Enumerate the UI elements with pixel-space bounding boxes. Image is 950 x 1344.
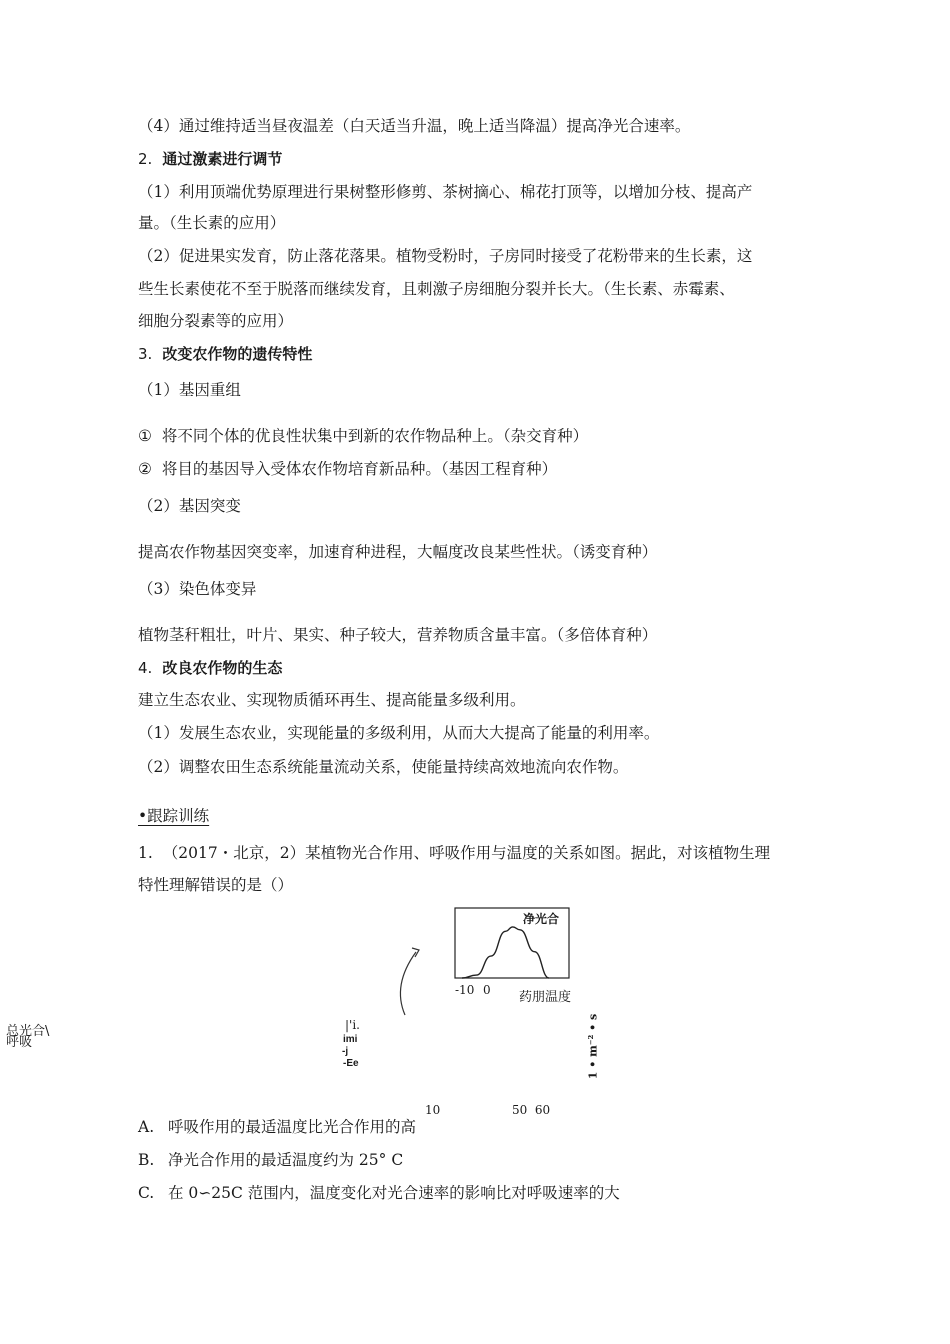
option-text: 净光合作用的最适温度约为 25° C <box>168 1151 404 1169</box>
option-letter: B. <box>138 1151 155 1169</box>
list-marker: ① <box>138 427 152 445</box>
heading-text: 改良农作物的生态 <box>162 659 283 677</box>
paragraph-line: 建立生态农业、实现物质循环再生、提高能量多级利用。 <box>138 691 526 709</box>
question-stem-line: 特性理解错误的是（） <box>138 876 294 894</box>
axis-fragment-text: -Ee <box>343 1058 359 1069</box>
curve-label: 净光合 <box>523 912 560 926</box>
paragraph-line: （1）发展生态农业，实现能量的多级利用，从而大大提高了能量的利用率。 <box>138 724 660 742</box>
section-title: •跟踪训练 <box>138 807 210 825</box>
paragraph-line: （4）通过维持适当昼夜温差（白天适当升温，晚上适当降温）提高净光合速率。 <box>138 117 691 135</box>
paragraph-line: （2）促进果实发育，防止落花落果。植物受粉时，子房同时接受了花粉带来的生长素，这 <box>138 247 753 265</box>
paragraph-line: 量。（生长素的应用） <box>138 214 286 232</box>
paragraph-line: （1）利用顶端优势原理进行果树整形修剪、茶树摘心、棉花打顶等，以增加分枝、提高产 <box>138 183 753 201</box>
heading-text: 改变农作物的遗传特性 <box>162 345 313 363</box>
option-text: 呼吸作用的最适温度比光合作用的高 <box>168 1118 417 1136</box>
paragraph-line: （2）调整农田生态系统能量流动关系，使能量持续高效地流向农作物。 <box>138 758 629 776</box>
paragraph-line: 植物茎秆粗壮，叶片、果实、种子较大，营养物质含量丰富。（多倍体育种） <box>138 626 658 644</box>
question-number: 1. <box>138 844 153 862</box>
x-tick-label: 50 60 <box>512 1103 551 1117</box>
question-text: （2017・北京，2）某植物光合作用、呼吸作用与温度的关系如图。据此，对该植物生理 <box>162 844 771 862</box>
paragraph-line: （2）基因突变 <box>138 497 241 515</box>
axis-fragment-text: imi <box>343 1034 358 1045</box>
curved-arrow <box>400 952 416 1015</box>
paragraph-line: 细胞分裂素等的应用） <box>138 312 294 330</box>
x-tick-label: -10 <box>455 983 475 997</box>
paragraph-line: 些生长素使花不至于脱落而继续发育，且刺激子房细胞分裂并长大。（生长素、赤霉素、 <box>138 280 735 298</box>
option-letter: C. <box>138 1184 155 1202</box>
list-marker: ② <box>138 460 152 478</box>
option-text: 在 0∽25C 范围内，温度变化对光合速率的影响比对呼吸速率的大 <box>168 1184 620 1202</box>
option-c[interactable] <box>138 1183 620 1203</box>
option-b[interactable] <box>138 1150 403 1170</box>
option-letter: A. <box>138 1118 155 1136</box>
legend-label-total: 总光合\ <box>6 1024 50 1039</box>
heading-number: 4. <box>138 659 153 677</box>
heading-number: 3. <box>138 345 153 363</box>
option-a[interactable] <box>138 1117 416 1137</box>
paragraph-line: （1）基因重组 <box>138 381 241 399</box>
axis-fragment-text: -j <box>342 1046 349 1057</box>
x-tick-label: 10 <box>425 1103 441 1117</box>
paragraph-line: （3）染色体变异 <box>138 580 257 598</box>
y-axis-unit-label: 1 • m⁻² • s <box>586 1013 600 1080</box>
x-tick-label: 0 <box>483 983 491 997</box>
axis-fragment-text: |'i. <box>345 1018 360 1032</box>
series-line-net-photosynthesis <box>462 927 549 978</box>
paragraph-line: 提高农作物基因突变率，加速育种进程，大幅度改良某些性状。（诱变育种） <box>138 543 658 561</box>
heading-number: 2. <box>138 150 153 168</box>
heading-text: 通过激素进行调节 <box>162 150 283 168</box>
list-text: 将不同个体的优良性状集中到新的农作物品种上。（杂交育种） <box>161 427 589 445</box>
x-axis-label: 药朋温度 <box>519 990 572 1005</box>
legend-label-respiration: 呼吸 <box>6 1035 33 1050</box>
list-text: 将目的基因导入受体农作物培育新品种。（基因工程育种） <box>161 460 558 478</box>
